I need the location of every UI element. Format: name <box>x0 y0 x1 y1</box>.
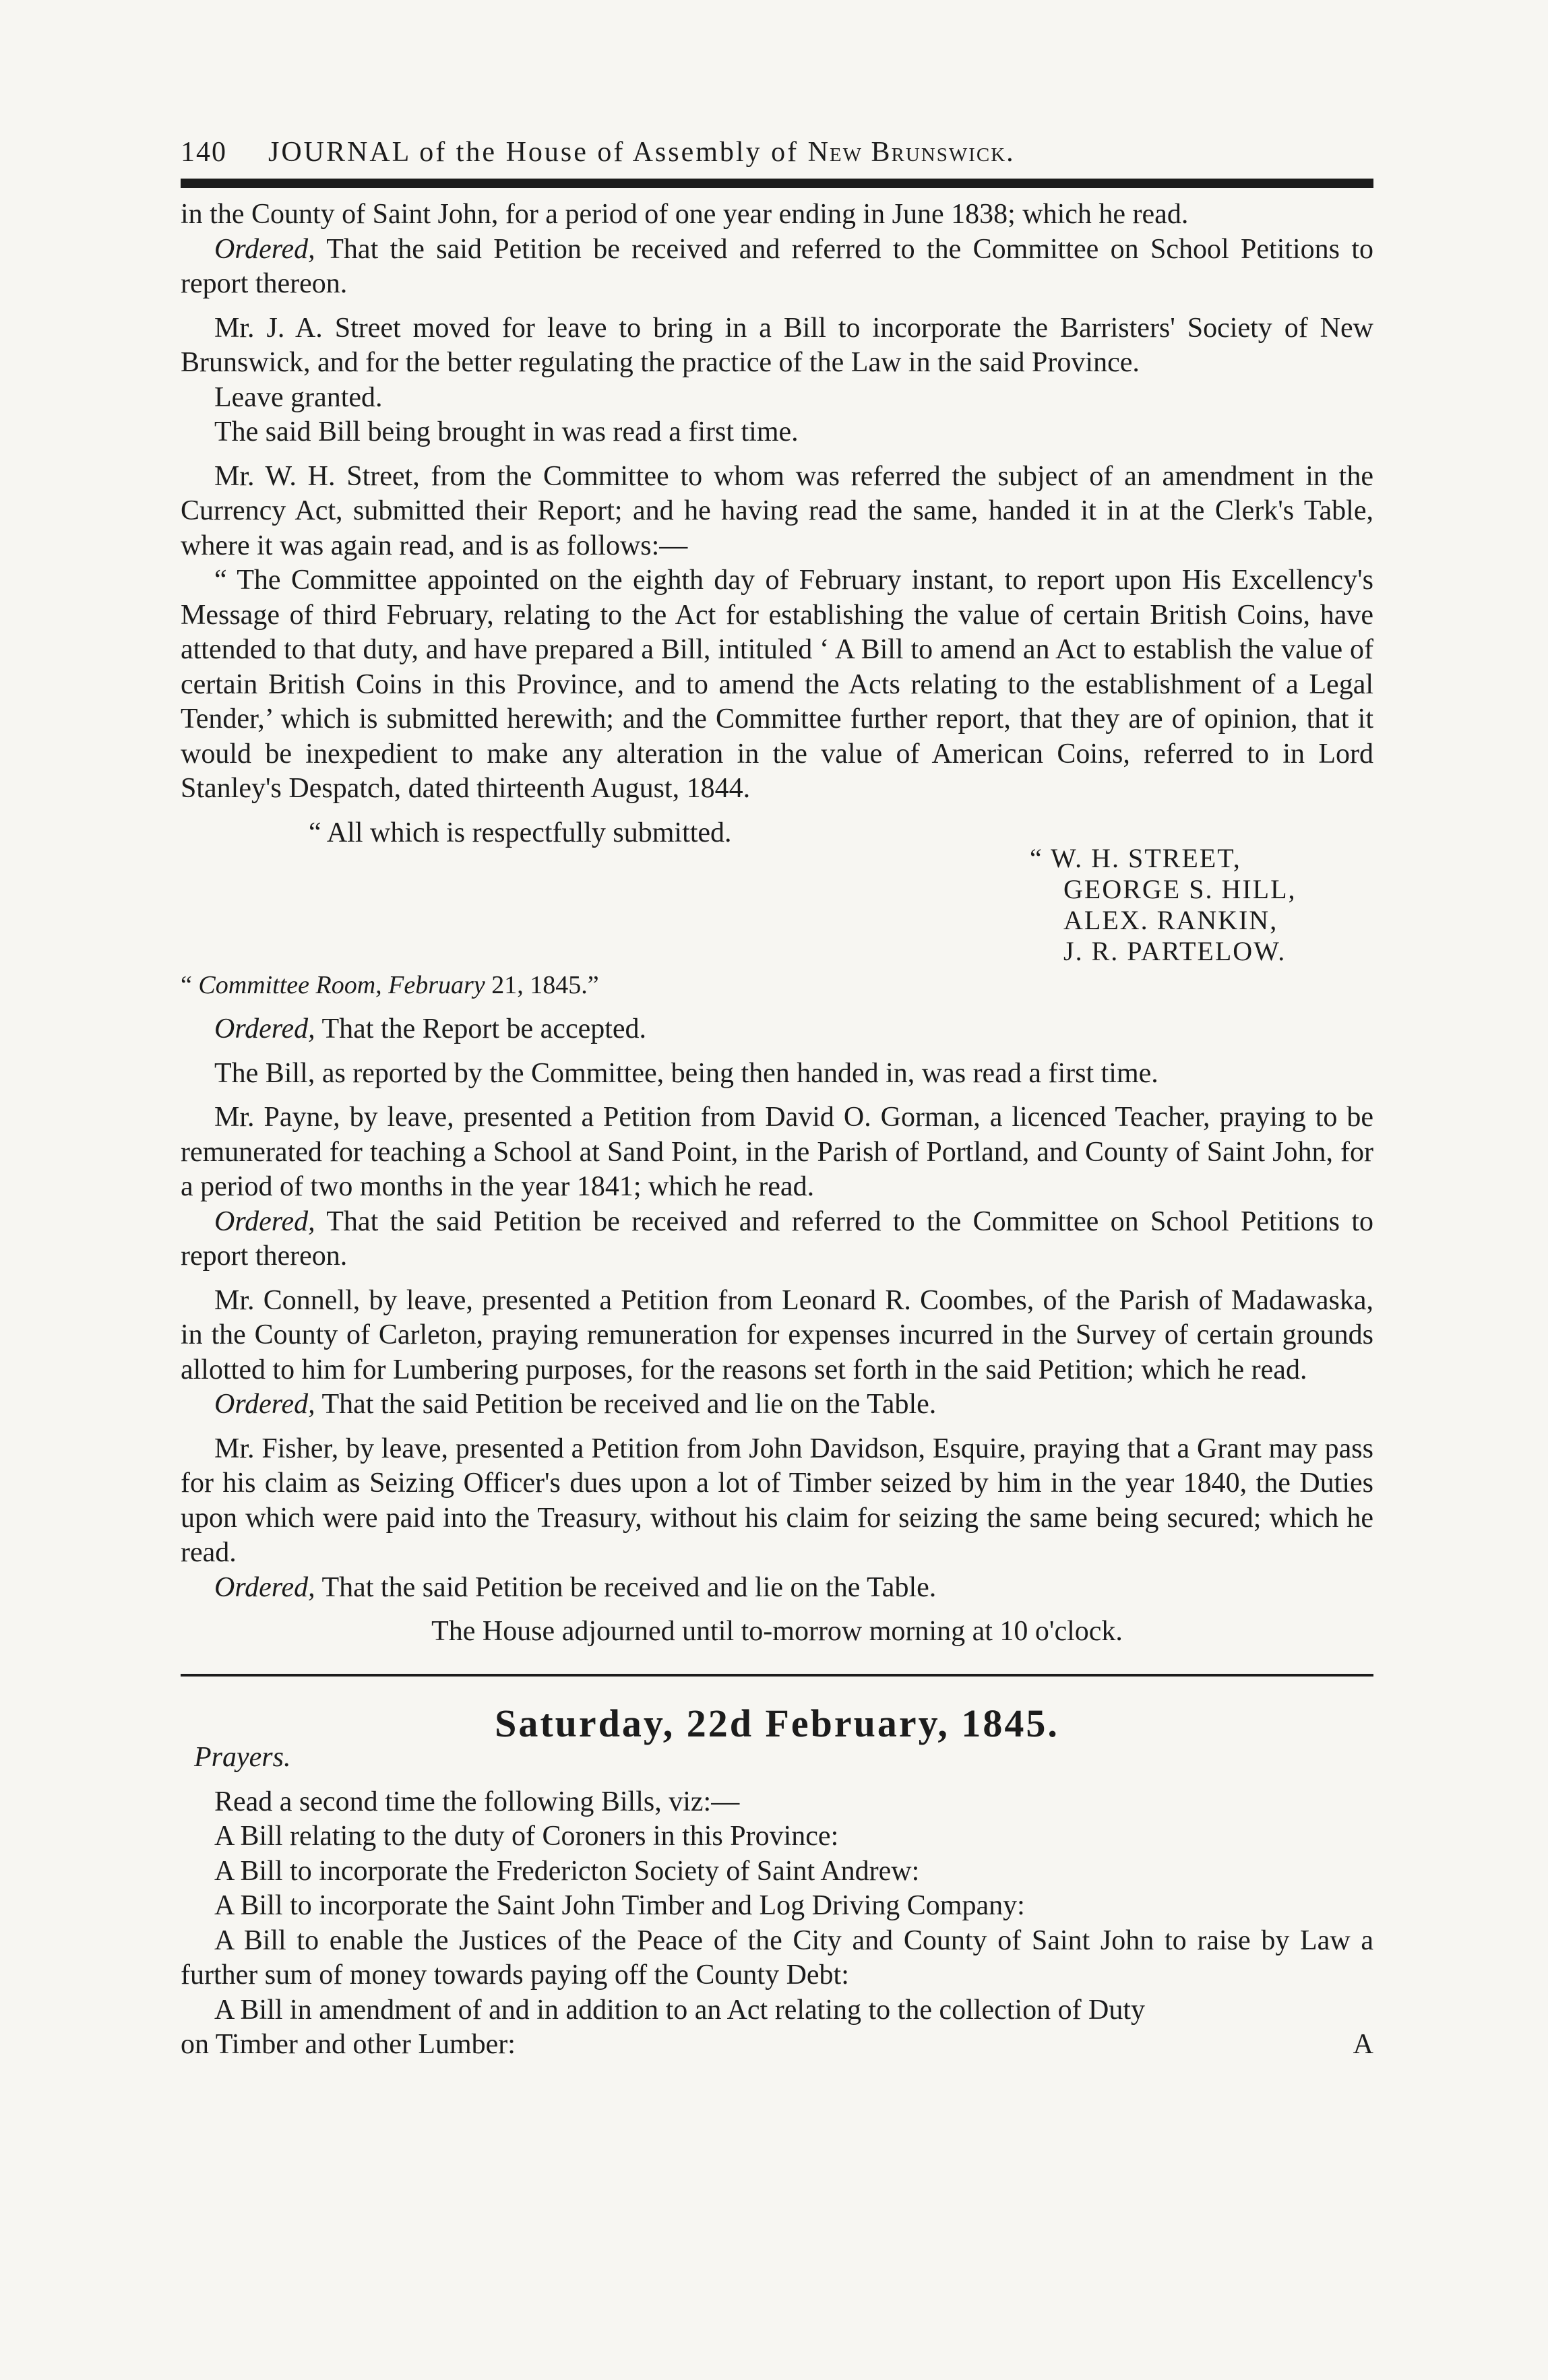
committee-room-dateline: “ Committee Room, February 21, 1845.” <box>181 970 599 999</box>
respectfully-submitted: “ All which is respectfully submitted. <box>309 817 732 848</box>
paragraph-ordered-fisher: Ordered, That the said Petition be received and lie on the Table. <box>214 1571 937 1603</box>
bills-intro: Read a second time the following Bills, viz:— <box>214 1786 740 1817</box>
ordered-label: Ordered, <box>214 1013 315 1044</box>
bill-item: A Bill to incorporate the Fredericton Society of Saint Andrew: <box>214 1855 920 1887</box>
ordered-label: Ordered, <box>214 1205 315 1237</box>
paragraph-continuation: in the County of Saint John, for a period of one year ending in June 1838; which he read. <box>181 199 1189 230</box>
page-number: 140 <box>181 137 227 168</box>
bill-item: A Bill to enable the Justices of the Peace of the City and County of Saint John to raise by Law a further sum of money towards paying off the County Debt: <box>181 1924 1373 1991</box>
paragraph-ordered-school-petitions <box>181 232 1373 302</box>
paragraph-report-accepted: Ordered, That the Report be accepted. <box>214 1013 647 1044</box>
ordered-label: Ordered, <box>214 1389 315 1420</box>
running-title-text: JOURNAL of the House of Assembly of <box>268 137 799 168</box>
date-heading: Saturday, 22d February, 1845. <box>495 1701 1059 1745</box>
paragraph-bill-first-time: The Bill, as reported by the Committee, being then handed in, was read a first time. <box>214 1057 1158 1089</box>
paragraph-barristers-bill: Mr. J. A. Street moved for leave to bring in a Bill to incorporate the Barristers' Society of New Brunswick, and for the better regulating the practice of the Law in the said Province. <box>181 312 1373 378</box>
paragraph-first-reading: The said Bill being brought in was read a first time. <box>214 416 799 447</box>
paragraph-payne-petition: Mr. Payne, by leave, presented a Petition from David O. Gorman, a licenced Teacher, praying to be remunerated for teaching a School at Sand Point, in the Parish of Portland, and County of Saint John, for a period of two months in the year 1841; which he read. <box>181 1102 1373 1202</box>
paragraph-committee-report: “ The Committee appointed on the eighth day of February instant, to report upon His Excellency's Message of third February, relating to the Act for establishing the value of certain British Coins, have attended to that duty, and have prepared a Bill, intituled ‘ A Bill to amend an Act to establish the value of certain British Coins in this Province, and to amend the Acts relating to the establishment of a Legal Tender,’ which is submitted herewith; and the Committee further report, that they are of opinion, that it would be inexpedient to make any alteration in the value of American Coins, referred to in Lord Stanley's Despatch, dated thirteenth August, 1844. <box>181 565 1373 804</box>
running-title-province: New Brunswick. <box>807 137 1015 168</box>
signatory: ALEX. RANKIN, <box>1063 904 1278 935</box>
signature-block <box>181 816 1373 968</box>
ordered-label: Ordered, <box>214 1571 315 1603</box>
bill-item: A Bill relating to the duty of Coroners in this Province: <box>214 1821 839 1852</box>
signatory: “ W. H. STREET, <box>1030 842 1241 873</box>
bill-continuation: on Timber and other Lumber: <box>181 2029 516 2060</box>
journal-body <box>181 197 1373 2063</box>
last-line <box>181 2028 1373 2063</box>
paragraph-ordered-payne: Ordered, That the said Petition be received and referred to the Committee on School Petitions to report thereon. <box>181 1205 1373 1272</box>
bill-item: A Bill in amendment of and in addition to an Act relating to the collection of Duty <box>214 1994 1146 2026</box>
catchword: A <box>1353 2029 1373 2060</box>
paragraph-leave-granted: Leave granted. <box>214 381 383 413</box>
section-divider <box>181 1674 1373 1677</box>
signatories-list <box>1030 843 1297 967</box>
paragraph-connell-petition: Mr. Connell, by leave, presented a Petition from Leonard R. Coombes, of the Parish of Madawaska, in the County of Carleton, praying remuneration for expenses incurred in the Survey of certain grounds allotted to him for Lumbering purposes, for the reasons set forth in the said Petition; which he read. <box>181 1284 1373 1385</box>
ordered-text: That the said Petition be received and referred to the Committee on School Petitions to report thereon. <box>181 233 1373 299</box>
running-title <box>268 138 1373 166</box>
page-content <box>181 138 1373 2063</box>
running-header <box>181 138 1373 166</box>
paragraph-adjourned: The House adjourned until to-morrow morning at 10 o'clock. <box>431 1616 1123 1647</box>
ordered-label: Ordered, <box>214 233 315 265</box>
signatory: GEORGE S. HILL, <box>1063 873 1297 904</box>
header-rule <box>181 179 1373 188</box>
prayers-label: Prayers. <box>194 1742 291 1773</box>
paragraph-currency-report: Mr. W. H. Street, from the Committee to whom was referred the subject of an amendment in the Currency Act, submitted their Report; and he having read the same, handed it in at the Clerk's Table, where it was again read, and is as follows:— <box>181 460 1373 561</box>
paragraph-ordered-connell: Ordered, That the said Petition be received and lie on the Table. <box>214 1389 937 1420</box>
signatory: J. R. PARTELOW. <box>1063 935 1287 966</box>
bill-item: A Bill to incorporate the Saint John Timber and Log Driving Company: <box>214 1890 1025 1921</box>
paragraph-fisher-petition: Mr. Fisher, by leave, presented a Petition from John Davidson, Esquire, praying that a Grant may pass for his claim as Seizing Officer's dues upon a lot of Timber seized by him in the year 1840, the Duties upon which were paid into the Treasury, without his claim for seizing the same being secured; which he read. <box>181 1433 1373 1568</box>
